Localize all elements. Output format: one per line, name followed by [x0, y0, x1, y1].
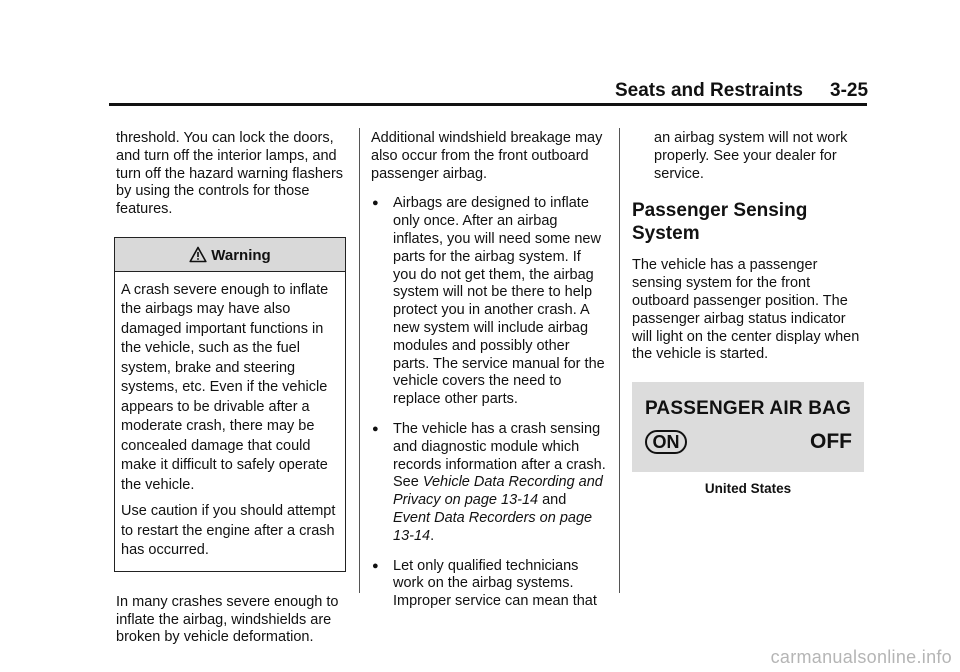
- indicator-title: PASSENGER AIR BAG: [644, 398, 852, 420]
- watermark: carmanualsonline.info: [770, 647, 952, 667]
- warning-body: [115, 272, 345, 571]
- bullet-text: The vehicle has a crash sensing and diagnostic module which records information after a crash. See: [393, 420, 606, 491]
- bullet-text: Airbags are designed to inflate only once. After an airbag inflates, you will need some new parts for the airbag system. If you do not get them, the airbag system will not be there to help protect you in another crash. A new system will include airbag modules and possibly other parts. The service manual for the vehicle covers the need to replace other parts.: [393, 195, 605, 408]
- column-divider: [619, 128, 620, 593]
- bullet-text-end: .: [430, 527, 435, 544]
- passenger-airbag-indicator-image: [632, 382, 864, 472]
- bullet-icon: ●: [372, 559, 379, 572]
- bullet-continuation: an airbag system will not work properly. See your dealer for service.: [654, 130, 848, 182]
- list-item: [371, 421, 607, 546]
- list-item: [371, 558, 607, 611]
- indicator-on-label: ON: [645, 430, 687, 454]
- header-rule: [109, 103, 867, 106]
- column-3: [632, 130, 868, 498]
- column-1: [116, 130, 348, 647]
- warning-title: Warning: [211, 246, 271, 264]
- indicator-off-label: OFF: [810, 430, 852, 454]
- cross-reference-link[interactable]: Event Data Recorders on page 13-14: [393, 509, 593, 544]
- col2-intro-paragraph: Additional windshield breakage may also occur from the front outboard passenger airbag.: [371, 130, 603, 182]
- list-item: [371, 195, 607, 409]
- bullet-text-joiner: and: [538, 492, 567, 509]
- col3-body-paragraph: The vehicle has a passenger sensing system for the front outboard passenger position. The passenger airbag status indicator will light on the center display when the vehicle is started.: [632, 257, 860, 363]
- page-number: 3-25: [830, 80, 869, 101]
- bullet-text: Let only qualified technicians work on the airbag systems. Improper service can mean that: [393, 557, 597, 610]
- warning-box: [114, 237, 346, 572]
- warning-paragraph: Use caution if you should attempt to restart the engine after a crash has occurred.: [121, 503, 336, 559]
- col1-intro-paragraph: threshold. You can lock the doors, and turn off the interior lamps, and turn off the hazard warning flashers by using the controls for those features.: [116, 130, 344, 218]
- bullet-list: [371, 195, 607, 611]
- cross-reference-link[interactable]: Vehicle Data Recording and Privacy on page 13-14: [393, 474, 603, 509]
- column-2: [371, 130, 607, 623]
- section-title: Seats and Restraints: [615, 80, 803, 101]
- col1-closing-paragraph: In many crashes severe enough to inflate the airbag, windshields are broken by vehicle deformation.: [116, 593, 339, 646]
- bullet-icon: ●: [372, 422, 379, 435]
- warning-triangle-icon: [189, 246, 207, 263]
- column-divider: [359, 128, 360, 593]
- image-caption: United States: [704, 481, 792, 497]
- warning-header: [115, 238, 345, 272]
- warning-paragraph: A crash severe enough to inflate the airbags may have also damaged important functions in the vehicle, such as the fuel system, brake and steering systems, etc. Even if the vehicle appears to be drivable after a moderate crash, there may be concealed damage that could make it difficult to safely operate the vehicle.: [121, 281, 329, 493]
- section-heading: Passenger Sensing System: [632, 200, 808, 245]
- bullet-icon: ●: [372, 197, 379, 210]
